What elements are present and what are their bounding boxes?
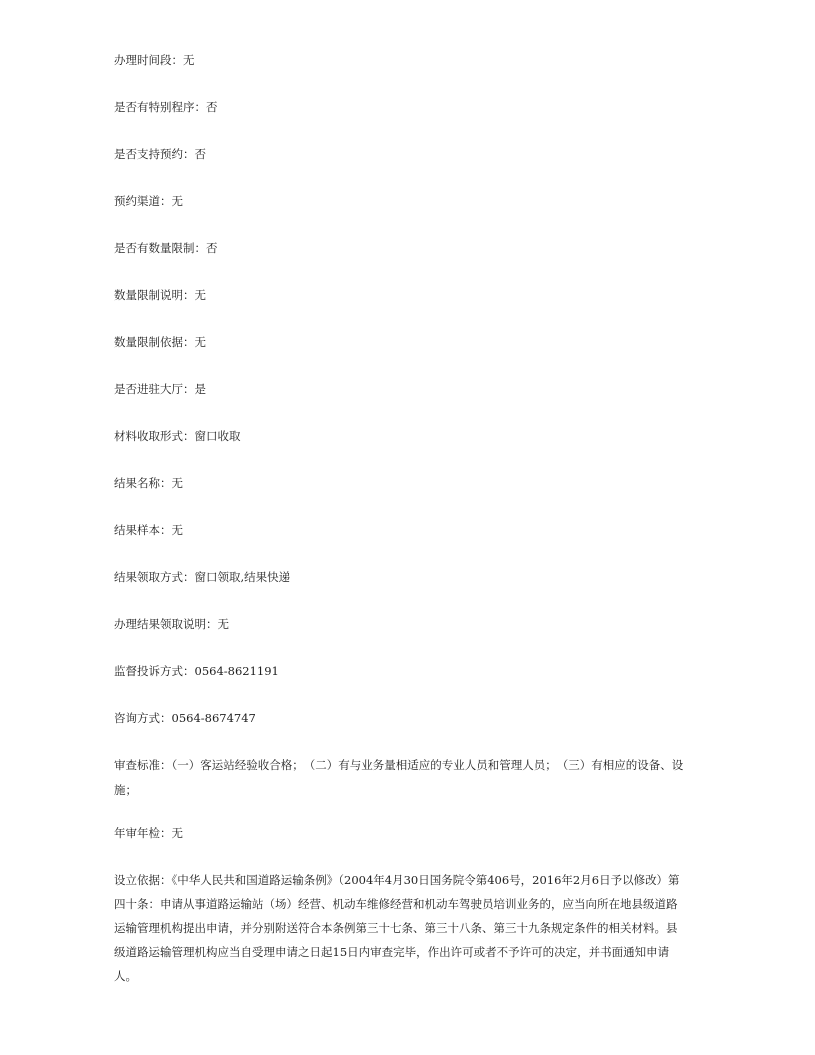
field-label: 材料收取形式： [114, 429, 195, 443]
field-value: 0564-8621191 [194, 664, 279, 678]
field-label: 办理结果领取说明： [114, 617, 218, 631]
field-value: 无 [183, 53, 195, 67]
field-value: 无 [171, 523, 183, 537]
field-label: 审查标准： [114, 758, 172, 772]
field-label: 是否进驻大厅： [114, 382, 195, 396]
field-value: 否 [194, 147, 206, 161]
field-supports-reservation [114, 146, 684, 163]
field-result-name [114, 475, 684, 492]
field-label: 咨询方式： [114, 711, 172, 725]
field-handling-period [114, 52, 684, 69]
field-label: 结果名称： [114, 476, 172, 490]
field-label: 结果领取方式： [114, 570, 195, 584]
field-result-pickup-method [114, 569, 684, 586]
field-annual-inspection [114, 825, 684, 842]
field-value: 无 [194, 335, 206, 349]
field-review-standard [114, 753, 684, 803]
field-value: 否 [206, 100, 218, 114]
field-value: 无 [171, 826, 183, 840]
field-special-procedure [114, 99, 684, 116]
field-value: 窗口领取,结果快递 [194, 570, 291, 584]
field-label: 数量限制依据： [114, 335, 195, 349]
field-label: 是否有特别程序： [114, 100, 206, 114]
field-quantity-limit-note [114, 287, 684, 304]
field-value: 否 [206, 241, 218, 255]
field-in-service-hall [114, 381, 684, 398]
field-value: 0564-8674747 [171, 711, 256, 725]
field-label: 是否支持预约： [114, 147, 195, 161]
field-result-sample [114, 522, 684, 539]
field-value: 《中华人民共和国道路运输条例》（2004年4月30日国务院令第406号，2016年2月6日予以修改）第四十条：申请从事道路运输站（场）经营、机动车维修经营和机动车驾驶员培训业务的，应当向所在地县级道路运输管理机构提出申请，并分别附送符合本条例第三十七条、第三十八条、第三十九条规定条件的相关材料。县级道路运输管理机构应当自受理申请之日起15日内审查完毕，作出许可或者不予许可的决定，并书面通知申请人。 [114, 873, 680, 983]
field-label: 结果样本： [114, 523, 172, 537]
field-value: 无 [171, 476, 183, 490]
field-value: （一）客运站经验收合格； （二）有与业务量相适应的专业人员和管理人员； （三）有相应的设备、设施； [114, 758, 684, 797]
field-reservation-channel [114, 193, 684, 210]
field-inquiry-contact [114, 710, 684, 727]
field-label: 数量限制说明： [114, 288, 195, 302]
field-label: 监督投诉方式： [114, 664, 195, 678]
field-value: 是 [194, 382, 206, 396]
field-label: 年审年检： [114, 826, 172, 840]
field-label: 预约渠道： [114, 194, 172, 208]
field-label: 是否有数量限制： [114, 241, 206, 255]
field-complaint-contact [114, 663, 684, 680]
field-value: 无 [194, 288, 206, 302]
field-value: 窗口收取 [194, 429, 241, 443]
field-label: 办理时间段： [114, 53, 183, 67]
field-label: 设立依据： [114, 873, 172, 887]
field-material-collection [114, 428, 684, 445]
document-body [114, 52, 684, 1010]
field-quantity-limit [114, 240, 684, 257]
field-value: 无 [171, 194, 183, 208]
field-legal-basis [114, 868, 684, 988]
field-quantity-limit-basis [114, 334, 684, 351]
field-result-pickup-note [114, 616, 684, 633]
field-value: 无 [217, 617, 229, 631]
